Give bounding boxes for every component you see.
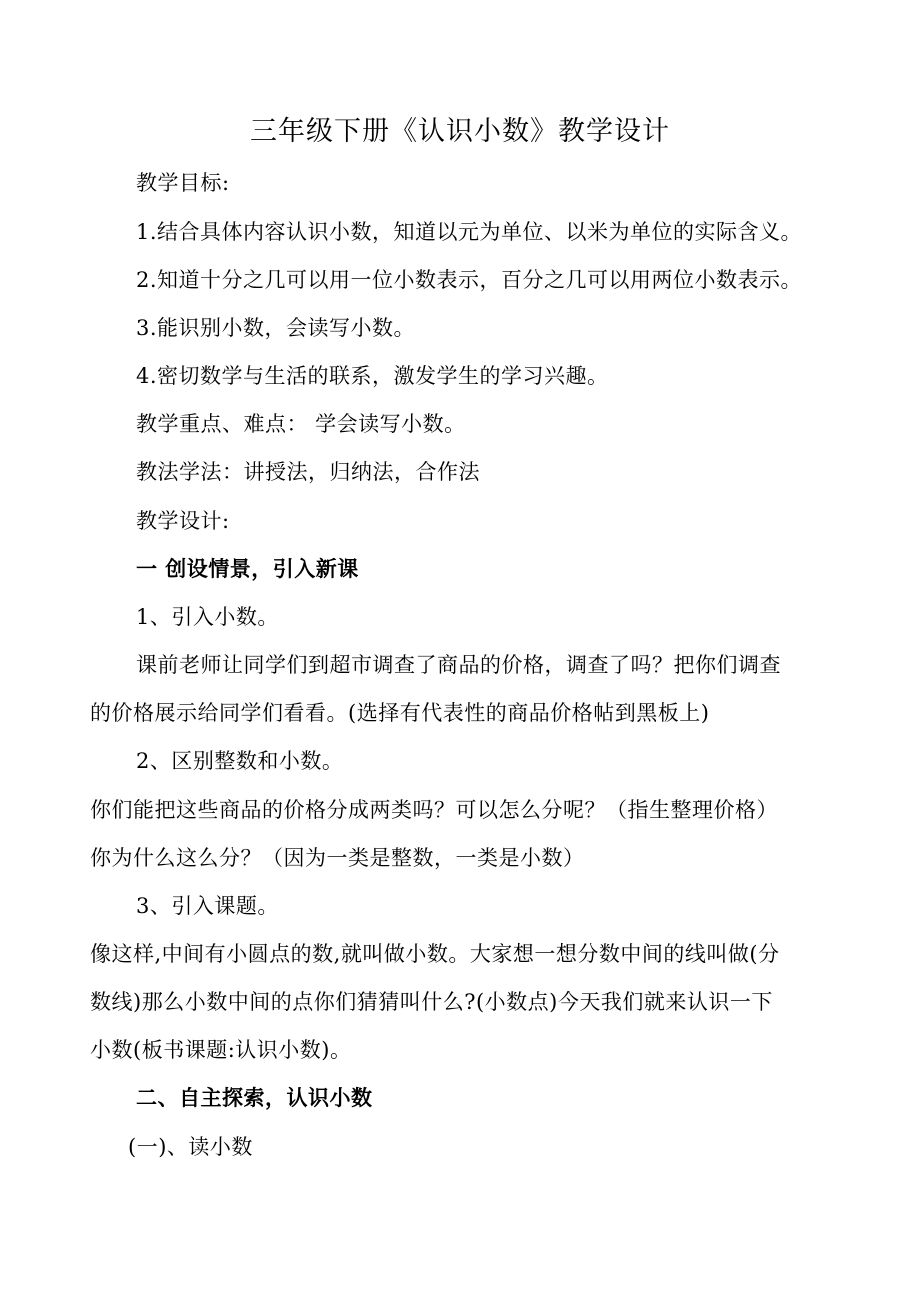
paragraph-3-line-2: 数线)那么小数中间的点你们猜猜叫什么?(小数点)今天我们就来认识一下 bbox=[90, 990, 773, 1014]
objective-3: 3.能识别小数，会读写小数。 bbox=[136, 316, 416, 340]
section-2-heading: 二、自主探索，认识小数 bbox=[136, 1086, 373, 1110]
step-3-heading: 3、引入课题。 bbox=[136, 894, 279, 918]
key-points: 教学重点、难点： 学会读写小数。 bbox=[136, 412, 466, 436]
teaching-design-heading: 教学设计: bbox=[136, 509, 230, 533]
objective-4: 4.密切数学与生活的联系，激发学生的学习兴趣。 bbox=[136, 364, 609, 388]
paragraph-1-line-2: 的价格展示给同学们看看。(选择有代表性的商品价格帖到黑板上) bbox=[90, 701, 710, 725]
step-2-heading: 2、区别整数和小数。 bbox=[136, 749, 344, 773]
objective-2: 2.知道十分之几可以用一位小数表示，百分之几可以用两位小数表示。 bbox=[136, 268, 803, 292]
objective-1: 1.结合具体内容认识小数，知道以元为单位、以米为单位的实际含义。 bbox=[136, 220, 803, 244]
paragraph-3-line-3: 小数(板书课题:认识小数)。 bbox=[90, 1038, 352, 1062]
paragraph-2-line-2: 你为什么这么分？（因为一类是整数，一类是小数） bbox=[90, 846, 585, 870]
paragraph-3-line-1: 像这样,中间有小圆点的数,就叫做小数。大家想一想分数中间的线叫做(分 bbox=[90, 942, 780, 966]
paragraph-1-line-1: 课前老师让同学们到超市调查了商品的价格，调查了吗？把你们调查 bbox=[136, 653, 781, 677]
teaching-objectives-heading: 教学目标: bbox=[136, 171, 230, 195]
teaching-methods: 教法学法：讲授法，归纳法，合作法 bbox=[136, 460, 480, 484]
paragraph-2-line-1: 你们能把这些商品的价格分成两类吗？可以怎么分呢？（指生整理价格） bbox=[90, 798, 778, 822]
step-1-heading: 1、引入小数。 bbox=[136, 605, 279, 629]
document-title: 三年级下册《认识小数》教学设计 bbox=[250, 116, 670, 147]
subsection-1-heading: (一)、读小数 bbox=[128, 1135, 253, 1159]
section-1-heading: 一 创设情景，引入新课 bbox=[136, 557, 359, 581]
